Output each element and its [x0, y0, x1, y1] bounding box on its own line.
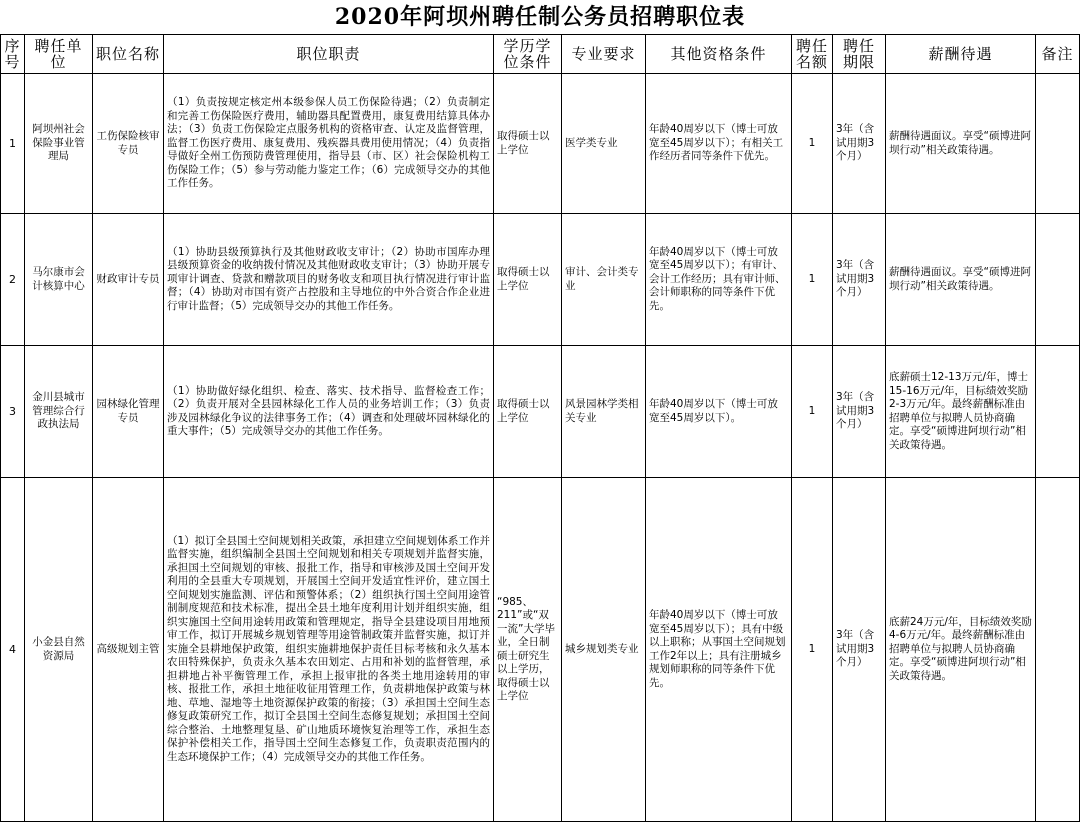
- header-education: 学历学位条件: [494, 35, 562, 74]
- cell-quota: 1: [792, 478, 833, 822]
- cell-quota: 1: [792, 214, 833, 346]
- cell-quota: 1: [792, 346, 833, 478]
- cell-education: 取得硕士以上学位: [494, 214, 562, 346]
- cell-education: 取得硕士以上学位: [494, 346, 562, 478]
- cell-salary: 薪酬待遇面议。享受“硕博进阿坝行动”相关政策待遇。: [886, 74, 1036, 214]
- header-remark: 备注: [1036, 35, 1080, 74]
- header-unit: 聘任单位: [25, 35, 93, 74]
- cell-education: 取得硕士以上学位: [494, 74, 562, 214]
- cell-remark: [1036, 478, 1080, 822]
- cell-no: 3: [1, 346, 25, 478]
- header-other: 其他资格条件: [646, 35, 792, 74]
- cell-other: 年龄40周岁以下（博士可放宽至45周岁以下）；有相关工作经历者同等条件下优先。: [646, 74, 792, 214]
- cell-unit: 小金县自然资源局: [25, 478, 93, 822]
- cell-other: 年龄40周岁以下（博士可放宽至45周岁以下）；具有中级以上职称；从事国土空间规划工作2年以上；具有注册城乡规划师职称的同等条件下优先。: [646, 478, 792, 822]
- cell-term: 3年（含试用期3个月）: [833, 346, 886, 478]
- cell-major: 医学类专业: [562, 74, 646, 214]
- cell-major: 城乡规划类专业: [562, 478, 646, 822]
- cell-unit: 阿坝州社会保险事业管理局: [25, 74, 93, 214]
- cell-term: 3年（含试用期3个月）: [833, 74, 886, 214]
- cell-other: 年龄40周岁以下（博士可放宽至45周岁以下）；有审计、会计工作经历；具有审计师、会计师职称的同等条件下优先。: [646, 214, 792, 346]
- cell-quota: 1: [792, 74, 833, 214]
- cell-remark: [1036, 74, 1080, 214]
- cell-position: 园林绿化管理专员: [93, 346, 164, 478]
- cell-salary: 底薪硕士12-13万元/年，博士15-16万元/年，目标绩效奖励2-3万元/年。最终薪酬标准由招聘单位与拟聘人员协商确定。享受“硕博进阿坝行动”相关政策待遇。: [886, 346, 1036, 478]
- cell-other: 年龄40周岁以下（博士可放宽至45周岁以下）。: [646, 346, 792, 478]
- header-salary: 薪酬待遇: [886, 35, 1036, 74]
- header-major: 专业要求: [562, 35, 646, 74]
- cell-duties: （1）负责按规定核定州本级参保人员工伤保险待遇；（2）负责制定和完善工伤保险医疗费用，辅助器具配置费用，康复费用结算具体办法；（3）负责工伤保险定点服务机构的资格审查、认定及监督管理，监督工伤医疗费用、康复费用、残疾器具费用使用情况；（4）负责指导做好全州工伤预防费管理使用，指导县（市、区）社会保险机构工伤保险工作；（5）参与劳动能力鉴定工作；（6）完成领导交办的其他工作任务。: [164, 74, 494, 214]
- cell-duties: （1）协助县级预算执行及其他财政收支审计；（2）协助市国库办理县级预算资金的收纳拨付情况及其他财政收支审计；（3）协助开展专项审计调查、贷款和赠款项目的财务收支和项目执行情况进行审计监督；（4）协助对市国有资产占控股和主导地位的中外合资合作企业进行审计监督；（5）完成领导交办的其他工作任务。: [164, 214, 494, 346]
- cell-no: 2: [1, 214, 25, 346]
- cell-no: 4: [1, 478, 25, 822]
- cell-position: 工伤保险核审专员: [93, 74, 164, 214]
- cell-term: 3年（含试用期3个月）: [833, 214, 886, 346]
- cell-term: 3年（含试用期3个月）: [833, 478, 886, 822]
- table-row: [1, 74, 1080, 214]
- cell-remark: [1036, 346, 1080, 478]
- header-quota: 聘任名额: [792, 35, 833, 74]
- cell-major: 风景园林学类相关专业: [562, 346, 646, 478]
- header-position: 职位名称: [93, 35, 164, 74]
- table-row: [1, 346, 1080, 478]
- cell-major: 审计、会计类专业: [562, 214, 646, 346]
- table-row: [1, 214, 1080, 346]
- cell-position: 高级规划主管: [93, 478, 164, 822]
- cell-salary: 薪酬待遇面议。享受“硕博进阿坝行动”相关政策待遇。: [886, 214, 1036, 346]
- header-duties: 职位职责: [164, 35, 494, 74]
- cell-education: “985、211”或“双一流”大学毕业，全日制硕士研究生以上学历，取得硕士以上学位: [494, 478, 562, 822]
- cell-no: 1: [1, 74, 25, 214]
- cell-duties: （1）协助做好绿化组织、检查、落实、技术指导、监督检查工作；（2）负责开展对全县园林绿化工作人员的业务培训工作；（3）负责涉及园林绿化争议的法律事务工作；（4）调查和处理破坏园林绿化的重大事件；（5）完成领导交办的其他工作任务。: [164, 346, 494, 478]
- cell-position: 财政审计专员: [93, 214, 164, 346]
- cell-salary: 底薪24万元/年，目标绩效奖励4-6万元/年。最终薪酬标准由招聘单位与拟聘人员协商确定。享受“硕博进阿坝行动”相关政策待遇。: [886, 478, 1036, 822]
- table-row: [1, 478, 1080, 822]
- cell-duties: （1）拟订全县国土空间规划相关政策，承担建立空间规划体系工作并监督实施，组织编制全县国土空间规划和相关专项规划并监督实施，承担国土空间规划的审核、报批工作，指导和审核涉及国土空间开发利用的全县重大专项规划，开展国土空间开发适宜性评价，建立国土空间规划实施监测、评估和预警体系；（2）组织执行国土空间用途管制制度规范和技术标准，提出全县土地年度利用计划并组织实施，组织实施国土空间用途转用政策和管理规定，指导全县建设项目用地预审工作，拟订开展城乡规划管理等用途管制政策并监督实施，拟订并实施全县耕地保护政策，组织实施耕地保护责任目标考核和永久基本农田特殊保护，负责永久基本农田划定、占用和补划的监督管理，承担耕地占补平衡管理工作，承担上报审批的各类土地用途转用的审核、报批工作，承担土地征收征用管理工作，负责耕地保护政策与林地、草地、湿地等土地资源保护政策的衔接；（3）承担国土空间生态修复政策研究工作，拟订全县国土空间生态修复规划；承担国土空间综合整治、土地整理复垦、矿山地质环境恢复治理等工作，承担生态保护补偿相关工作，指导国土空间生态修复工作，负责职责范围内的生态环境保护工作；（4）完成领导交办的其他工作任务。: [164, 478, 494, 822]
- cell-unit: 金川县城市管理综合行政执法局: [25, 346, 93, 478]
- page-title: 2020年阿坝州聘任制公务员招聘职位表: [334, 4, 746, 30]
- cell-remark: [1036, 214, 1080, 346]
- header-term: 聘任期限: [833, 35, 886, 74]
- positions-table: [0, 34, 1080, 822]
- header-row: [1, 35, 1080, 74]
- cell-unit: 马尔康市会计核算中心: [25, 214, 93, 346]
- header-no: 序号: [1, 35, 25, 74]
